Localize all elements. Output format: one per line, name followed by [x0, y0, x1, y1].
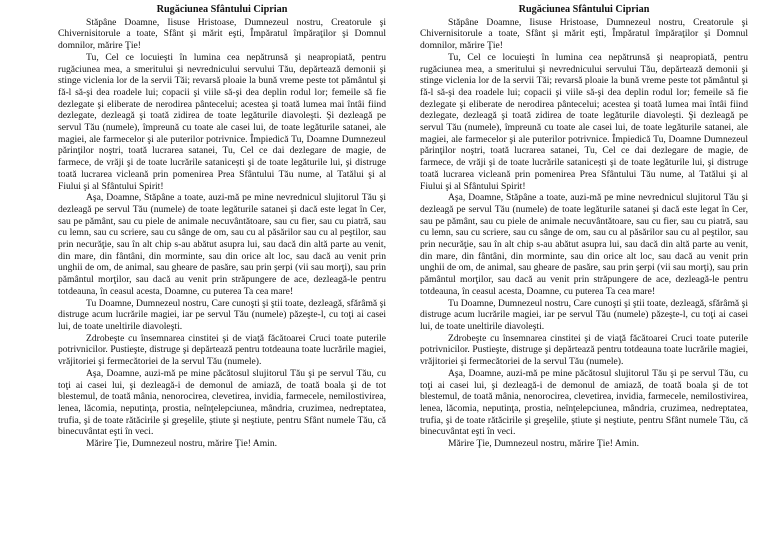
- paragraph: Aşa, Doamne, Stăpâne a toate, auzi-mă pe mine nevrednicul slujitorul Tău şi dezleagă pe servul Tău (numele) de toate legăturile satanei şi dacă este legat în Cer, sau pe pământ, sau cu piele de animale necuvântătoare, sau cu fier, sau cu piatră, sau cu lemn, sau cu scriere, sau cu sânge de om, sau cu al păsărilor sau cu al peştilor, sau prin necurăţie, sau în alt chip s-au abătut asupra lui, sau dacă din altă parte au venit, din mare, din fântâni, din morminte, sau din orice alt loc, sau dacă au venit prin unghii de om, de animal, sau gheare de pasăre, sau prin şerpi (vii sau morţi), sau prin pământul morţilor, sau dacă au venit prin străpungere de ace, dezleagă-le pentru totdeauna, în ceasul acesta, Doamne, cu puterea Ta cea mare!: [58, 192, 386, 297]
- prayer-title: Rugăciunea Sfântului Ciprian: [518, 4, 650, 15]
- paragraph: Tu Doamne, Dumnezeul nostru, Care cunoşti şi ştii toate, dezleagă, sfărâmă şi distruge acum lucrările magiei, iar pe servul Tău (numele) păzeşte-l, cu toţi ai casei lui, de toate uneltirile diavoleşti.: [58, 297, 386, 332]
- paragraph: Tu Doamne, Dumnezeul nostru, Care cunoşti şi ştii toate, dezleagă, sfărâmă şi distruge acum lucrările magiei, iar pe servul Tău (numele) păzeşte-l, cu toţi ai casei lui, de toate uneltirile diavoleşti.: [420, 297, 748, 332]
- paragraph: Tu, Cel ce locuieşti în lumina cea nepătrunsă şi neapropiată, pentru rugăciunea mea, a smeritului şi nevrednicului servului Tău, depărtează demonii şi stinge viclenia lor de la servii Tăi; revarsă ploaie la bună vreme peste tot pământul şi fă-l să-şi dea roadele lui; copacii şi viile să-şi dea deplin rodul lor; femeile să fie dezlegate şi eliberate de nerodirea pântecelui; acestea şi toată lumea mai întâi fiind dezlegate, dezleagă şi toată zidirea de toate legăturile diavoleşti. Şi dezleagă pe servul Tău (numele), împreună cu toate ale casei lui, de toate legăturile satanei, ale magiei, ale farmecelor şi ale puterilor potrivnice. Împiedică Tu, Doamne Dumnezeul părinţilor noştri, toată lucrarea satanei, Tu, Cel ce dai dezlegare de magie, de farmece, de vrăji şi de toate lucrările satanicești şi de toate legăturile lui, şi distruge toată lucrarea vicleană prin pomenirea Prea Sfântului Tău nume, al Tatălui şi al Fiului şi al Sfântului Spirit!: [58, 51, 386, 192]
- paragraph: Stăpâne Doamne, Iisuse Hristoase, Dumnezeul nostru, Creatorule şi Chivernisitorule a toate, Sfânt şi mărit eşti, Împăratul împăraţilor şi Domnul domnilor, mărire Ţie!: [58, 16, 386, 52]
- prayer-title: Rugăciunea Sfântului Ciprian: [156, 4, 288, 15]
- paragraph: Aşa, Doamne, auzi-mă pe mine păcătosul slujitorul Tău şi pe servul Tău, cu toţi ai casei lui, şi dezleagă-i de demonul de amiază, de toată boala şi de tot blestemul, de toată mânia, nenorocirea, clevetirea, invidia, farmecele, nemilostivirea, lenea, lăcomia, neputinţa, prostia, neînţelepciunea, mândria, cruzimea, nedreptatea, trufia, şi de toate rătăcirile şi greşelile, ştiute şi neştiute, pentru Sfânt numele Tău, că binecuvântat eşti în veci.: [58, 367, 386, 438]
- paragraph: Aşa, Doamne, auzi-mă pe mine păcătosul slujitorul Tău şi pe servul Tău, cu toţi ai casei lui, şi dezleagă-i de demonul de amiază, de toată boala şi de tot blestemul, de toată mânia, nenorocirea, clevetirea, invidia, farmecele, nemilostivirea, lenea, lăcomia, neputinţa, prostia, neînţelepciunea, mândria, cruzimea, nedreptatea, trufia, şi de toate rătăcirile şi greşelile, ştiute şi neştiute, pentru Sfânt numele Tău, că binecuvântat eşti în veci.: [420, 367, 748, 438]
- paragraph: Aşa, Doamne, Stăpâne a toate, auzi-mă pe mine nevrednicul slujitorul Tău şi dezleagă pe servul Tău (numele) de toate legăturile satanei şi dacă este legat în Cer, sau pe pământ, sau cu piele de animale necuvântătoare, sau cu fier, sau cu piatră, sau cu lemn, sau cu scriere, sau cu sânge de om, sau cu al păsărilor sau cu al peştilor, sau prin necurăţie, sau în alt chip s-au abătut asupra lui, sau dacă din altă parte au venit, din mare, din fântâni, din morminte, sau din orice alt loc, sau dacă au venit prin unghii de om, de animal, sau gheare de pasăre, sau prin şerpi (vii sau morţi), sau prin pământul morţilor, sau dacă au venit prin străpungere de ace, dezleagă-le pentru totdeauna, în ceasul acesta, Doamne, cu puterea Ta cea mare!: [420, 192, 748, 297]
- closing-line: Mărire Ţie, Dumnezeul nostru, mărire Ţie! Amin.: [448, 438, 640, 450]
- closing-line: Mărire Ţie, Dumnezeul nostru, mărire Ţie! Amin.: [86, 438, 278, 450]
- paragraph: Zdrobeşte cu însemnarea cinstitei şi de viaţă făcătoarei Cruci toate puterile potrivnicilor. Pustieşte, distruge şi depărtează pentru totdeauna toate lucrările magiei, vrăjitoriei şi fermecătoriei de la servul Tău (numele).: [420, 332, 748, 368]
- paragraph: Tu, Cel ce locuieşti în lumina cea nepătrunsă şi neapropiată, pentru rugăciunea mea, a smeritului şi nevrednicului servului Tău, depărtează demonii şi stinge viclenia lor de la servii Tăi; revarsă ploaie la bună vreme peste tot pământul şi fă-l să-şi dea roadele lui; copacii şi viile să-şi dea deplin rodul lor; femeile să fie dezlegate şi eliberate de nerodirea pântecelui; acestea şi toată lumea mai întâi fiind dezlegate, dezleagă şi toată zidirea de toate legăturile diavoleşti. Şi dezleagă pe servul Tău (numele), împreună cu toate ale casei lui, de toate legăturile satanei, ale magiei, ale farmecelor şi ale puterilor potrivnice. Împiedică Tu, Doamne Dumnezeul părinţilor noştri, toată lucrarea satanei, Tu, Cel ce dai dezlegare de magie, de farmece, de vrăji şi de toate lucrările satanicești şi de toate legăturile lui, şi distruge toată lucrarea vicleană prin pomenirea Prea Sfântului Tău nume, al Tatălui şi al Fiului şi al Sfântului Spirit!: [420, 51, 748, 192]
- paragraph: Zdrobeşte cu însemnarea cinstitei şi de viaţă făcătoarei Cruci toate puterile potrivnicilor. Pustieşte, distruge şi depărtează pentru totdeauna toate lucrările magiei, vrăjitoriei şi fermecătoriei de la servul Tău (numele).: [58, 332, 386, 368]
- left-column: [58, 4, 386, 450]
- right-column: [420, 4, 748, 450]
- paragraph: Stăpâne Doamne, Iisuse Hristoase, Dumnezeul nostru, Creatorule şi Chivernisitorule a toate, Sfânt şi mărit eşti, Împăratul împăraţilor şi Domnul domnilor, mărire Ţie!: [420, 16, 748, 52]
